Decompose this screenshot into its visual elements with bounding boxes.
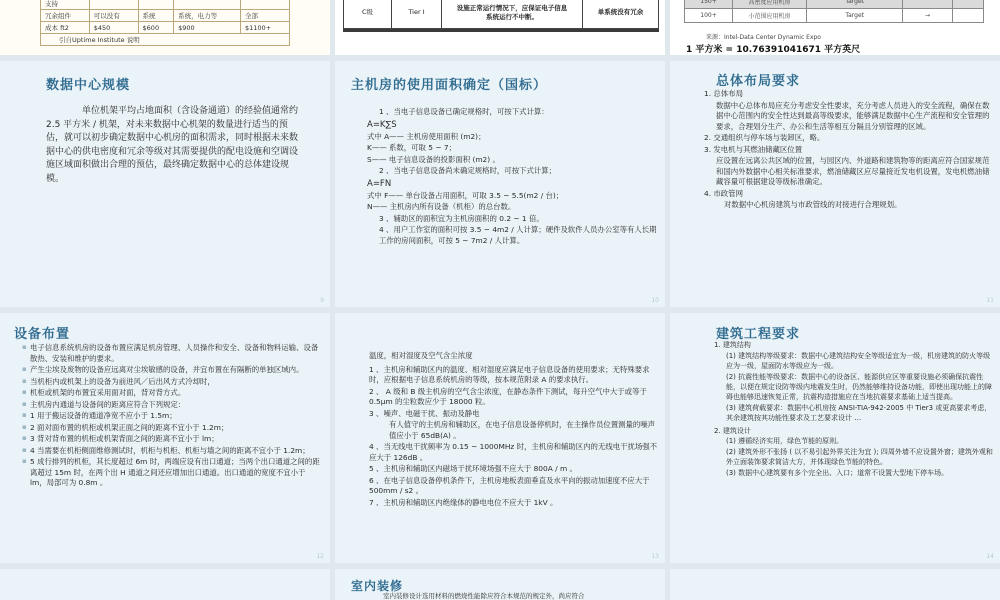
text-line: 4 、当无线电干扰频率为 0.15 ~ 1000MHz 时，主机房和辅助区内的无线电干扰场强不应大于 126dB 。 — [369, 442, 658, 462]
slide-body — [369, 351, 659, 509]
text-line: (1) 遵循经济实用，绿色节能的原则。 — [726, 437, 844, 446]
unit-conversion: 1 平方米 = 10.76391041671 平方英尺 — [686, 45, 861, 55]
bullet-item: ▪ 电子信息系统机房的设备布置应满足机房管理、人员操作和安全、设备和物料运输、设备散热、安装和维护的要求。 — [22, 343, 322, 364]
text-line: 有人值守的主机房和辅助区，在电子信息设备停机时，在主操作员位置测量的噪声值应小于 65dB(A) 。 — [389, 420, 656, 440]
description-line: 系统运行不中断。 — [486, 12, 538, 21]
text-line: 数据中心总体布局应充分考虑安全性要求，充分考虑人员进入的安全流程，确保在数据中心范围内的安全性达到最高等级要求，能够满足数据中心生产流程和安全管理的要求，合理划分生产、办公和生活等相互分隔且分别管理的区域。 — [716, 100, 990, 131]
slide-body — [714, 341, 994, 480]
text-line: S—— 电子信息设备的投影面积 (m2) 。 — [367, 154, 500, 164]
slide-6[interactable] — [670, 61, 1000, 307]
tier-level-table — [343, 0, 659, 29]
text-line: 1 、主机房和辅助区内的温度、相对湿度应满足电子信息设备的使用要求；无特殊要求时，应根据电子信息系统机房的等级，按本规范附录 A 的要求执行。 — [369, 364, 650, 385]
text-line: 式中 F—— 单台设备占用面积，可取 3.5 ~ 5.5(m2 / 台)； — [367, 190, 564, 200]
text-line: 对数据中心机房建筑与市政管线的对接进行合理规划。 — [724, 200, 902, 210]
table-cell: 小范围应用机房 — [733, 9, 807, 23]
slide-7[interactable] — [0, 313, 330, 563]
bullet-item: ▪ 当机柜内或机架上的设备为前进风／后出风方式冷却时， — [22, 377, 322, 388]
table-cell — [952, 0, 984, 9]
section-heading: 1. 建筑结构 — [714, 341, 751, 349]
slide-body — [22, 343, 322, 490]
table-cell: → — [903, 9, 952, 23]
table-cell: Target — [807, 9, 903, 23]
bullet-item: ▪ 主机房内通道与设备间的距离应符合下列规定： — [22, 400, 322, 411]
slide-9[interactable] — [670, 313, 1000, 563]
slide-11[interactable] — [335, 569, 665, 600]
table-cell — [241, 0, 290, 10]
slide-body — [371, 592, 661, 600]
text-line: 应设置在远离公共区域的位置，与园区内、外道路和建筑物等的距离应符合国家规范和国内外数据中心相关标准要求，燃油储藏区应尽量接近发电机设置，发电机燃油储藏容量可根据建设等级标准确定。 — [716, 156, 990, 187]
table-row — [41, 22, 290, 34]
source-note: 来源：Intel-Data Center Dynamic Expo — [706, 34, 821, 41]
table-cell: 支持 — [41, 0, 90, 10]
text-line: K—— 系数，可取 5 ~ 7； — [367, 143, 456, 153]
table-cell — [89, 0, 138, 10]
table-cell: 全部 — [241, 10, 290, 22]
table-cell: $900 — [174, 22, 241, 34]
bullet-item: ▪ 3 背对背布置的机柜或机架背面之间的距离不宜小于 lm； — [22, 434, 322, 445]
table-row — [685, 9, 984, 23]
table-footer: 引自Uptime Institute 说明 — [41, 34, 290, 46]
text-line: (1) 建筑结构等级要求：数据中心建筑结构安全等级适宜为一级，机房建筑的防火等级应为一级，屋面防水等级应为一级。 — [726, 351, 991, 370]
paragraph: 单位机架平均占地面积（含设备通道）的经验值通常约 2.5 平方米 / 机架，对未来数据中心机架的数量进行适当的预估，就可以初步确定数据中心机房的面积需求，同时根据未来数据中心的供电密度和冗余等级对其需要提供的配电设施和空调设施区域面积做出合理的预估，最终确定数据中心的总体建设规模。 — [46, 106, 299, 184]
bullet-item: ▪ 2 面对面布置的机柜或机架正面之间的距离不宜小于 1.2m； — [22, 423, 322, 434]
slide-4[interactable] — [0, 61, 330, 307]
slide-3[interactable] — [670, 0, 1000, 55]
text-line: 7 、主机房和辅助区内绝缘体的静电电位不应大于 1kV 。 — [369, 497, 558, 507]
tier-cell: Tier Ⅰ — [392, 0, 442, 29]
table-cell — [903, 0, 952, 9]
bullet-item: ▪ 4 当需要在机柜侧面维修测试时，机柜与机柜、机柜与墙之间的距离不宜小于 1.2m； — [22, 446, 322, 457]
slide-2[interactable] — [335, 0, 665, 55]
text-line: (2) 抗震性能等级要求：数据中心的设备区、能源供应区等重要设施必须确保抗震性能，以便在规定设防等级内地震发生时，仍然能够维持设备功能，即使出现功能上的障碍也能够迅速恢复正常，抗震构造措施应在当地抗震要求基础上适当提高。 — [726, 372, 992, 401]
table-cell: 成本 ft2 — [41, 22, 90, 34]
slide-12[interactable] — [670, 569, 1000, 600]
table-cell: 高密度应用机房 — [733, 0, 807, 9]
slide-number: 9 — [320, 297, 324, 304]
table-cell: 冗余组件 — [41, 10, 90, 22]
formula: A=FN — [367, 178, 392, 189]
text-line: 1 、当电子信息设备已确定规格时，可按下式计算： — [379, 107, 549, 116]
density-table — [684, 0, 984, 23]
slide-5[interactable] — [335, 61, 665, 307]
table-cell — [952, 9, 984, 23]
slide-title: 总体布局要求 — [716, 74, 801, 89]
table-cell: 100+ — [685, 9, 733, 23]
table-row — [685, 0, 984, 9]
text-line: (2) 建筑外形不张扬 ( 以不易引起外界关注为宜 ); 四周外墙不应设置外窗；建筑外观和外立面装饰要求简洁大方，并体现绿色节能的特色。 — [726, 448, 993, 467]
description-line: 设施正常运行情况下，应保证电子信息 — [456, 3, 568, 12]
slide-10[interactable] — [0, 569, 330, 600]
table-row — [41, 10, 290, 22]
tier-cost-table — [40, 0, 290, 46]
table-cell: $1100+ — [241, 22, 290, 34]
slide-8[interactable] — [335, 313, 665, 563]
text-line: N—— 主机房内所有设备（机柜）的总台数。 — [367, 202, 516, 212]
bullet-item: ▪ 5 成行排列的机柜，其长度超过 6m 时，两端应设有出口通道；当两个出口通道之间的距离超过 15m 时，在两个出 H 通道之间还应增加出口通道。出口通道的宽度不宜小于 lm，局部可为 0.8m 。 — [22, 457, 322, 489]
slide-number: 12 — [316, 553, 324, 560]
description-cell — [442, 0, 583, 29]
text-line: (3) 数据中心建筑要有多个完全出、入口；道常不设置大型地下停车场。 — [726, 469, 949, 478]
table-cell: $450 — [89, 22, 138, 34]
table-cell: 150+ — [685, 0, 733, 9]
table-row — [344, 0, 659, 29]
section-heading: 2. 交通组织与停车场与装卸区，略。 — [704, 133, 825, 143]
text-line: 室内装修设计选用材料的燃烧性能除应符合本规范的规定外，尚应符合 — [383, 592, 585, 600]
text-line: 6 、在电子信息设备停机条件下，主机房地板表面垂直及水平向的振动加速度不应大于 500mm / s2 。 — [369, 475, 650, 496]
table-cell: 系统 — [138, 10, 174, 22]
table-cell: 可以没有 — [89, 10, 138, 22]
table-cell — [174, 0, 241, 10]
text-line: 3 、辅助区的面积宜为主机房面积的 0.2 ~ 1 倍。 — [379, 213, 544, 223]
slide-title: 室内装修 — [351, 579, 404, 593]
table-row — [41, 34, 290, 46]
section-heading: 3. 发电机与其燃油储藏区位置 — [704, 144, 803, 154]
bullet-item: ▪ 机柜或机架的布置宜采用面对面，背对背方式。 — [22, 388, 322, 399]
table-cell: Target — [807, 0, 903, 9]
text-line: 5 、主机房和辅助区内磁场干扰环境场强不应大于 800A / m 。 — [369, 464, 577, 474]
section-heading: 温度，相对湿度及空气含尘浓度 — [369, 351, 473, 360]
slide-number: 11 — [986, 297, 994, 304]
slide-body — [46, 105, 302, 187]
slide-number: 10 — [651, 297, 659, 304]
text-line: 4 、用户工作室的面积可按 3.5 ~ 4m2 / 人计算；硬件及软件人员办公室等有人长期工作的房间面积，可按 5 ~ 7m2 / 人计算。 — [379, 225, 657, 245]
table-row — [41, 0, 290, 10]
text-line: 3 、噪声、电磁干扰、振动及静电 — [369, 408, 480, 418]
bullet-item: ▪ 产生尘埃及废物的设备应远离对尘埃敏感的设备，并宜布置在有隔断的单独区域内。 — [22, 365, 322, 376]
formula: A=K∑S — [367, 119, 397, 130]
table-cell: 系统，电力等 — [174, 10, 241, 22]
text-line: (3) 建筑荷载要求：数据中心机房按 ANSI-TIA-942-2005 中 Tier3 或更高要求考虑，其余建筑按其功能性要求及工艺要求设计 … — [726, 403, 992, 422]
section-heading: 4. 市政管网 — [704, 188, 743, 198]
level-cell: C级 — [344, 0, 392, 29]
text-line: 2 、 A 级和 B 级主机房的空气含尘浓度，在静态条件下测试，每升空气中大于或等于 0.5μm 的尘粒数应少于 18000 粒。 — [369, 386, 647, 407]
text-line: 2 、当电子信息设备尚未确定规格时，可按下式计算； — [379, 166, 557, 176]
table-bottom-bar — [343, 29, 659, 32]
redundancy-cell: 单系统没有冗余 — [583, 0, 659, 29]
slide-body — [704, 89, 994, 212]
slide-title: 主机房的使用面积确定（国标） — [351, 78, 548, 93]
slide-body — [367, 107, 657, 247]
slide-title: 数据中心规模 — [46, 78, 131, 93]
slide-title: 建筑工程要求 — [716, 327, 801, 342]
slide-number: 14 — [986, 553, 994, 560]
slide-1[interactable] — [0, 0, 330, 55]
text-line: 式中 A—— 主机房使用面积 (m2)； — [367, 131, 486, 141]
slide-number: 13 — [651, 553, 659, 560]
table-cell: $600 — [138, 22, 174, 34]
section-heading: 1. 总体布局 — [704, 89, 743, 98]
section-heading: 2. 建筑设计 — [714, 426, 751, 435]
table-cell — [138, 0, 174, 10]
slide-title: 设备布置 — [14, 327, 71, 342]
bullet-item: ▪ 1 用于搬运设备的通道净宽不应小于 1.5m； — [22, 411, 322, 422]
